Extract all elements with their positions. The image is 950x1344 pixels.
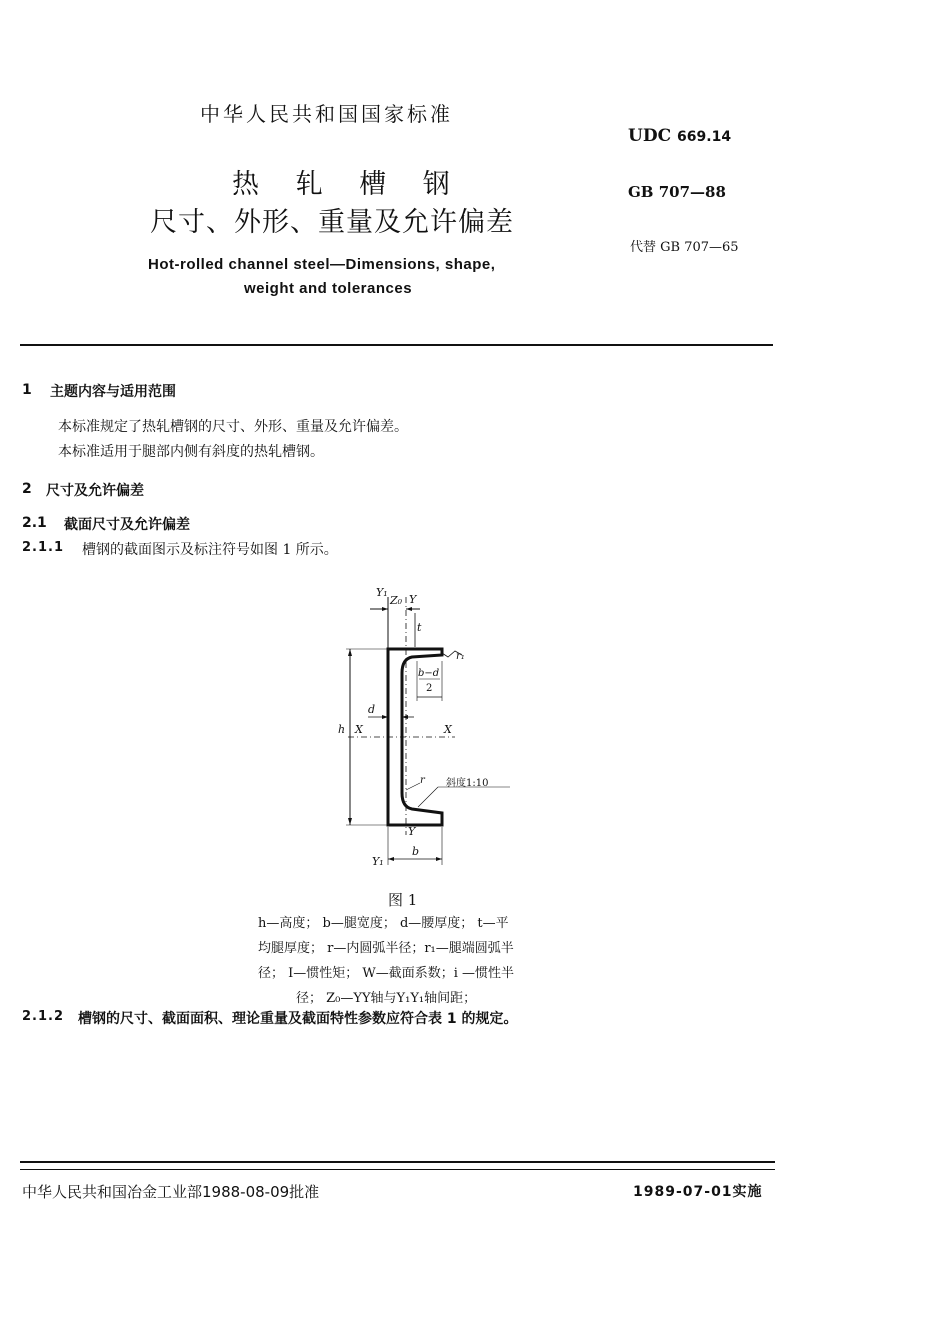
h-arrowhead-bottom: [348, 818, 352, 825]
b-arrowhead-right: [436, 857, 442, 861]
section-2-1-2-number: 2.1.2: [22, 1009, 65, 1024]
label-t: t: [417, 621, 422, 634]
figure-legend-line-3: 径； I—惯性矩； W—截面系数；i —惯性半: [258, 966, 515, 981]
section-1-title: 主题内容与适用范围: [50, 384, 176, 400]
channel-section-figure: [320, 585, 530, 875]
national-standard-title: 中华人民共和国国家标准: [200, 102, 453, 126]
section-2-1-1-text: 槽钢的截面图示及标注符号如图 1 所示。: [82, 542, 338, 558]
udc-code: [628, 126, 731, 146]
header-divider: [20, 344, 773, 346]
title-en-line2: weight and tolerances: [244, 280, 413, 297]
approval-note: 中华人民共和国冶金工业部1988-08-09批准: [22, 1183, 320, 1201]
section-1-paragraph-1: 本标准规定了热轧槽钢的尺寸、外形、重量及允许偏差。: [58, 419, 408, 435]
label-b: b: [412, 845, 420, 858]
label-y1-top: Y₁: [376, 586, 388, 599]
label-two: 2: [426, 683, 433, 694]
figure-legend-line-1: h—高度； b—腿宽度； d—腰厚度； t—平: [258, 916, 509, 931]
label-h: h: [338, 723, 346, 736]
title-cn-line2: 尺寸、外形、重量及允许偏差: [150, 207, 514, 238]
section-2-1-title: 截面尺寸及允许偏差: [64, 517, 190, 533]
label-r: r: [420, 775, 425, 786]
figure-caption: 图 1: [388, 891, 418, 909]
figure-legend-line-4: 径； Z₀—YY轴与Y₁Y₁轴间距；: [296, 991, 477, 1006]
h-arrowhead-top: [348, 649, 352, 656]
effective-date: 1989-07-01实施: [633, 1184, 763, 1200]
title-en-line1: Hot-rolled channel steel—Dimensions, shape,: [148, 256, 496, 273]
replaces-note: 代替 GB 707—65: [630, 240, 739, 255]
r-leader: [406, 783, 420, 790]
slope-leader: [418, 787, 438, 807]
label-x-right: X: [444, 723, 452, 736]
footer-divider-top: [20, 1161, 775, 1163]
z0-arrowhead-right: [406, 607, 412, 611]
label-y-top: Y: [409, 593, 417, 606]
section-2-title: 尺寸及允许偏差: [46, 483, 144, 499]
section-1-number: 1: [22, 382, 32, 398]
section-1-paragraph-2: 本标准适用于腿部内侧有斜度的热轧槽钢。: [58, 444, 324, 460]
gb-number: GB 707—88: [628, 183, 726, 201]
udc-label: UDC: [628, 126, 672, 146]
z0-arrowhead-left: [382, 607, 388, 611]
label-slope: 斜度1:10: [446, 778, 489, 789]
label-r1: r₁: [456, 651, 465, 662]
section-2-number: 2: [22, 481, 32, 497]
label-y1-bottom: Y₁: [372, 855, 384, 868]
label-z0: Z₀: [390, 594, 403, 607]
title-cn-line1: 热 轧 槽 钢: [232, 169, 464, 200]
figure-legend-line-2: 均腿厚度； r—内圆弧半径；r₁—腿端圆弧半: [258, 941, 514, 956]
udc-value: 669.14: [677, 129, 732, 145]
section-2-1-1-number: 2.1.1: [22, 540, 65, 555]
footer-divider-bottom: [20, 1169, 775, 1170]
b-arrowhead-left: [388, 857, 394, 861]
label-y-bottom: Y: [408, 825, 416, 838]
label-d: d: [368, 703, 376, 716]
section-2-1-number: 2.1: [22, 515, 47, 531]
section-2-1-2-text: 槽钢的尺寸、截面面积、理论重量及截面特性参数应符合表 1 的规定。: [78, 1011, 518, 1027]
label-bd: b−d: [418, 668, 440, 679]
label-x-left: X: [355, 723, 363, 736]
